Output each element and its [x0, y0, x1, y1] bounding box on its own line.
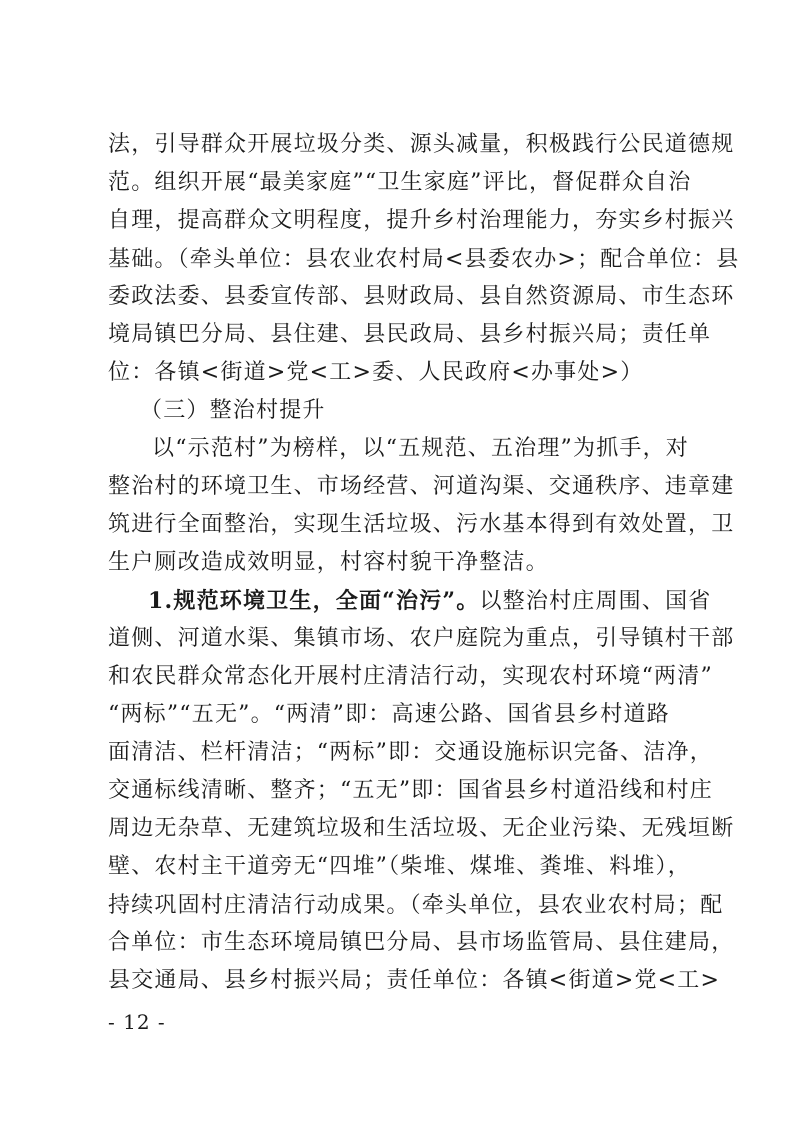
- responsibility-text-segment: （牵头单位，县农业农村局；配: [409, 893, 724, 918]
- body-text-line: 壁、农村主干道旁无“四堆”（柴堆、煤堆、粪堆、料堆），: [108, 854, 691, 879]
- body-text-line: 道侧、河道水渠、集镇市场、农户庭院为重点，引导镇村干部: [108, 626, 735, 651]
- responsibility-text-line: 位：各镇<街道>党<工>委、人民政府<办事处>）: [108, 360, 644, 385]
- body-text-segment: 基础。（牵头单位：县农业农村局<县委农办>；配合单位：县: [108, 247, 740, 272]
- body-text-line: 周边无杂草、无建筑垃圾和生活垃圾、无企业污染、无残垣断: [108, 816, 735, 841]
- responsibility-text-line: 委政法委、县委宣传部、县财政局、县自然资源局、市生态环: [108, 284, 735, 309]
- body-text-line-mixed: [108, 239, 740, 279]
- responsibility-text-line: 县交通局、县乡村振兴局；责任单位：各镇<街道>党<工>: [108, 968, 721, 993]
- body-text-line: 自理，提高群众文明程度，提升乡村治理能力，夯实乡村振兴: [108, 208, 735, 233]
- body-text-line: 整治村的环境卫生、市场经营、河道沟渠、交通秩序、违章建: [108, 474, 735, 499]
- body-text-line: 面清洁、栏杆清洁；“两标”即：交通设施标识完备、洁净，: [108, 740, 713, 765]
- body-text-line: 生户厕改造成效明显，村容村貌干净整洁。: [108, 550, 549, 575]
- subsection-heading: 1.规范环境卫生，全面“治污”。: [148, 588, 480, 614]
- body-text-line-mixed: [108, 885, 724, 925]
- paragraph-first-line: 以“示范村”为榜样，以“五规范、五治理”为抓手，对: [152, 436, 689, 461]
- page-number: - 12 -: [108, 1010, 166, 1034]
- body-text-line: 范。组织开展“最美家庭”“卫生家庭”评比，督促群众自治: [108, 170, 692, 195]
- body-text-segment: 以整治村庄周围、国省: [479, 589, 712, 614]
- body-text-segment: 持续巩固村庄清洁行动成果。: [108, 893, 410, 918]
- body-text-line: 法，引导群众开展垃圾分类、源头减量，积极践行公民道德规: [108, 132, 735, 157]
- body-text-line: “两标”“五无”。“两清”即：高速公路、国省县乡村道路: [108, 702, 670, 727]
- subsection-line: [148, 581, 712, 621]
- responsibility-text-line: 合单位：市生态环境局镇巴分局、县市场监管局、县住建局，: [108, 930, 735, 955]
- body-text-line: 和农民群众常态化开展村庄清洁行动，实现农村环境“两清”: [108, 664, 713, 689]
- body-text-line: 筑进行全面整治，实现生活垃圾、污水基本得到有效处置，卫: [108, 512, 735, 537]
- responsibility-text-line: 境局镇巴分局、县住建、县民政局、县乡村振兴局；责任单: [108, 322, 712, 347]
- section-heading: （三）整治村提升: [140, 398, 326, 423]
- body-text-line: 交通标线清晰、整齐；“五无”即：国省县乡村道沿线和村庄: [108, 778, 713, 803]
